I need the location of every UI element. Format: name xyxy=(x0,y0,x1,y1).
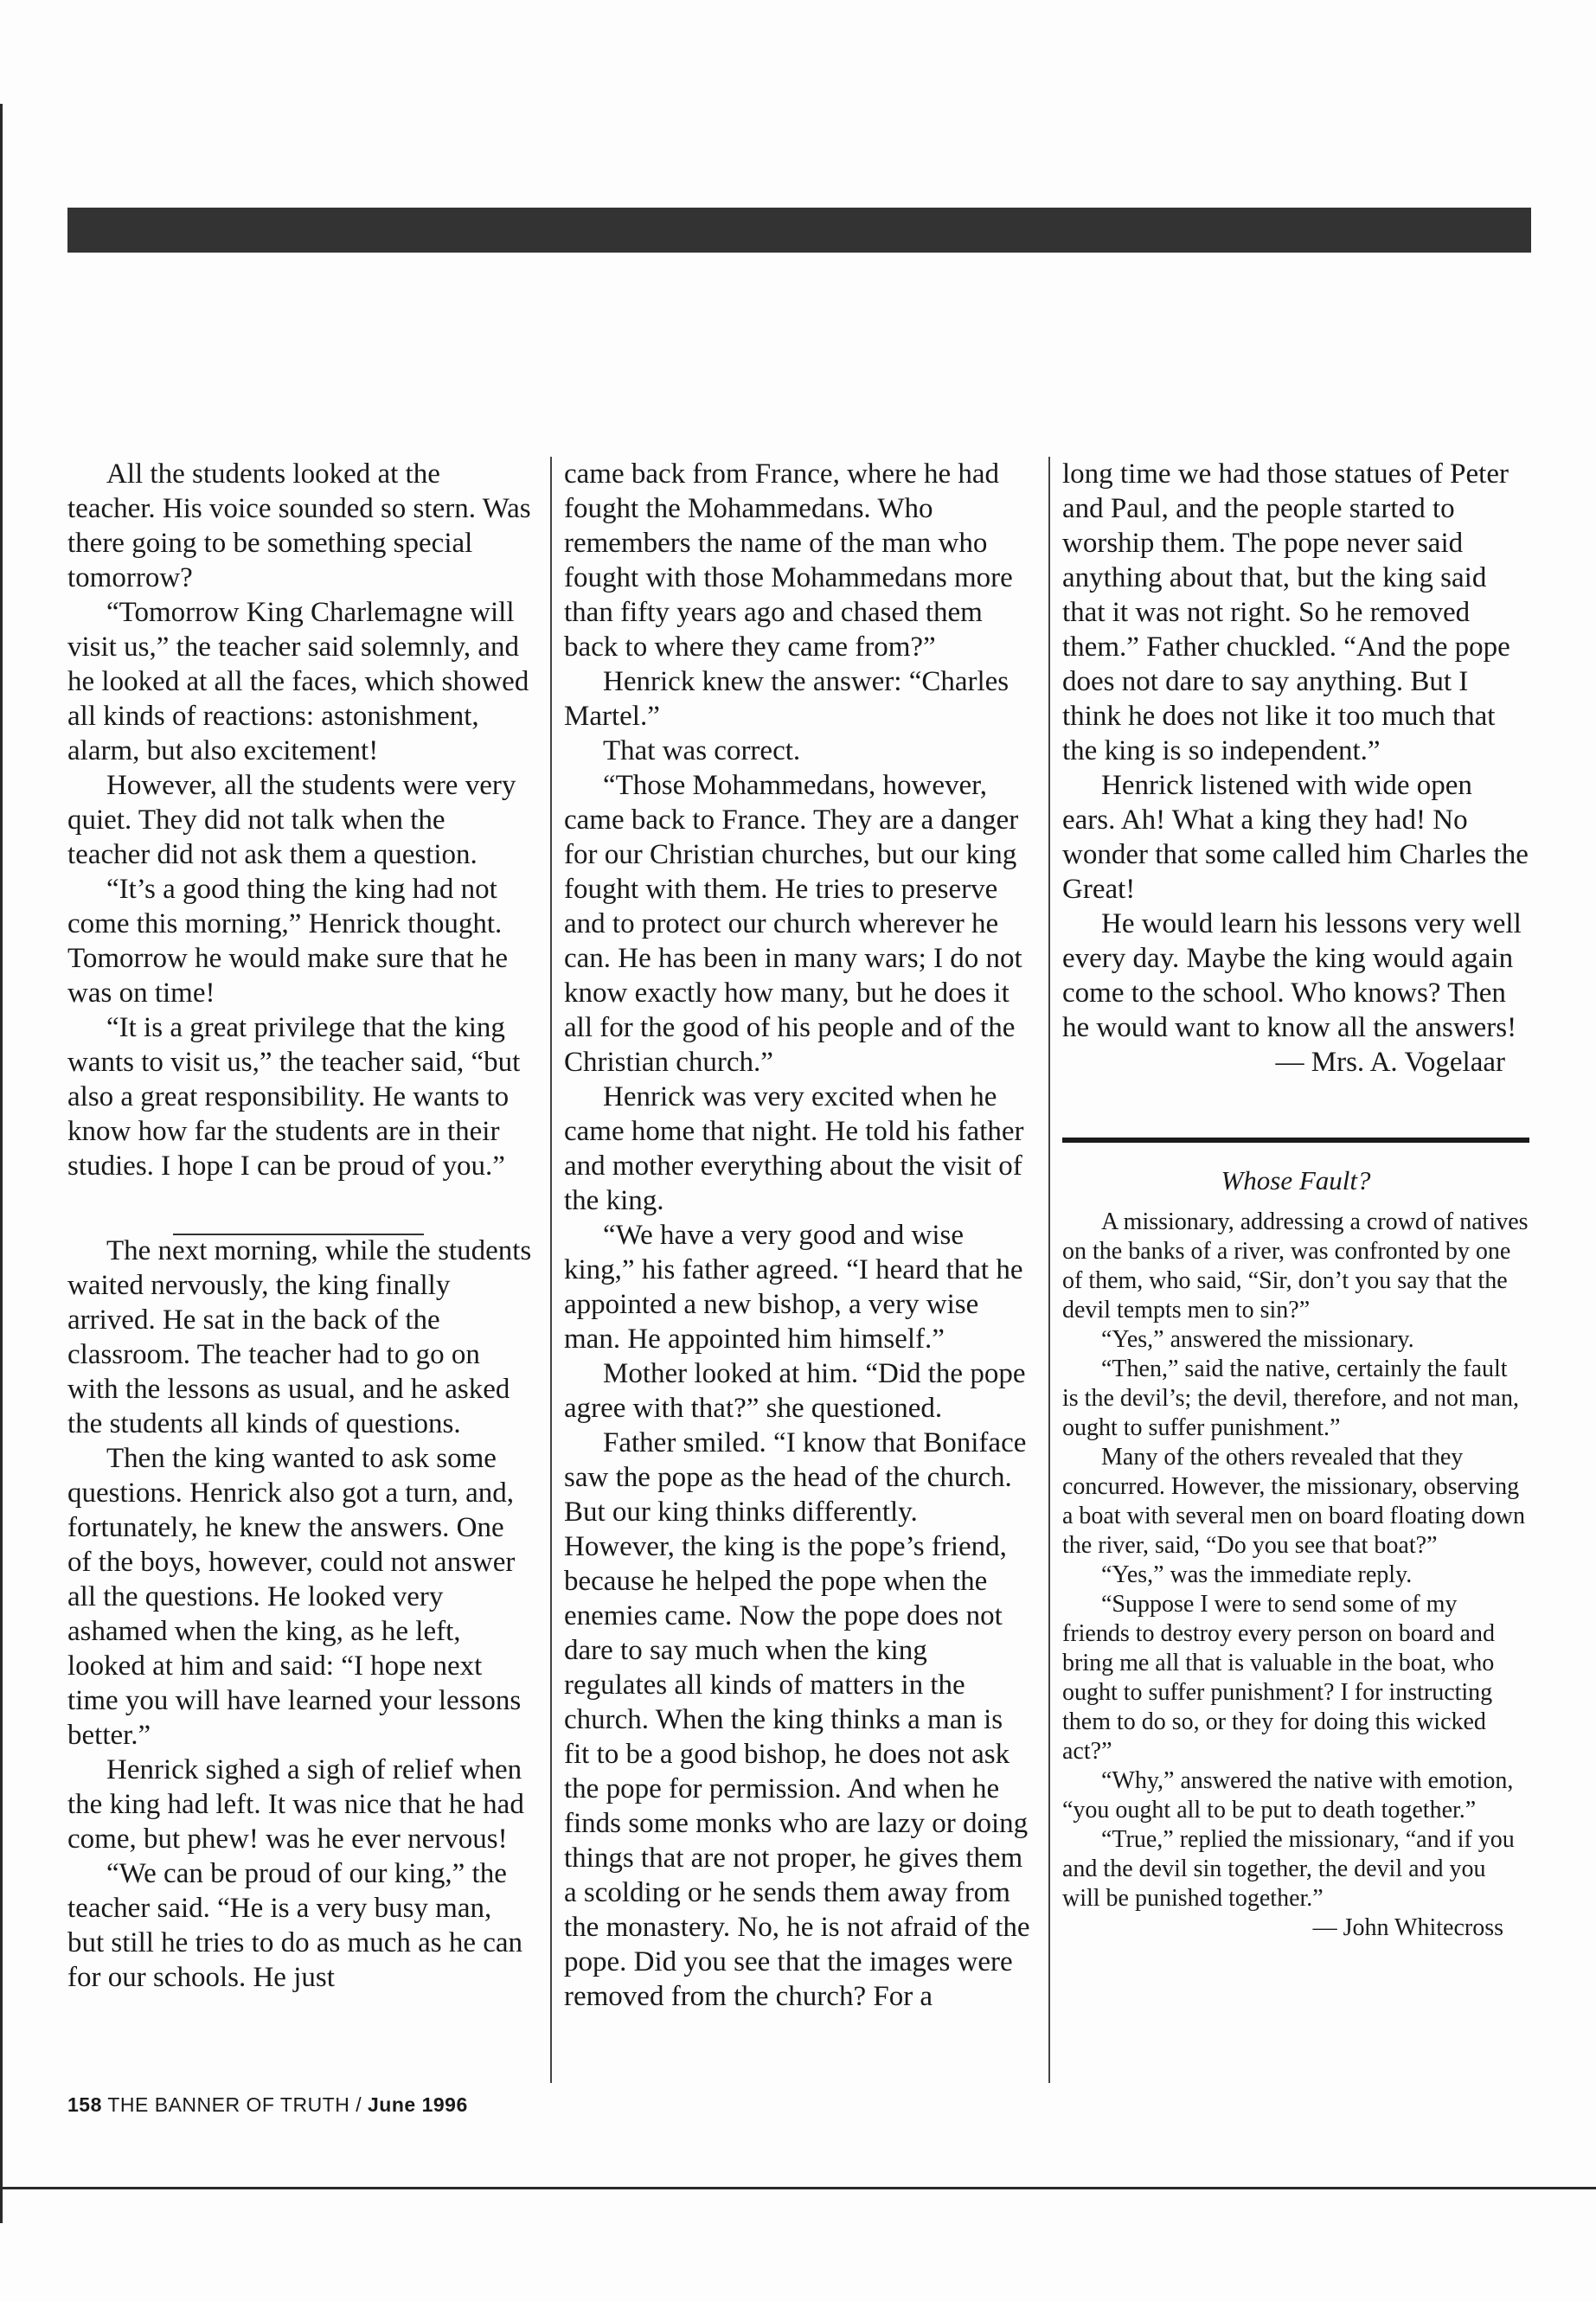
paragraph: “True,” replied the missionary, “and if you and the devil sin together, the devil and you will be punished together.” xyxy=(1062,1826,1515,1912)
sidebar-story xyxy=(1062,1166,1529,1943)
sidebar-title: Whose Fault? xyxy=(1221,1165,1371,1195)
column-divider xyxy=(550,457,552,2083)
paragraph: long time we had those statues of Peter and Paul, and the people started to worship them. The pope never said anything about that, but the king said that it was not right. So he removed them.” Father chuckled. “And the pope does not dare to say anything. But I think he does not like it too much that the king is so independent.” xyxy=(1062,458,1510,766)
publication-name: THE BANNER OF TRUTH / xyxy=(107,2093,362,2116)
paragraph: He would learn his lessons very well every day. Maybe the king would again come to the school. Who knows? Then he would want to know all the answers! xyxy=(1062,908,1522,1043)
scene-break-rule xyxy=(173,1234,424,1235)
paragraph: Mother looked at him. “Did the pope agree with that?” she questioned. xyxy=(564,1358,1026,1424)
paragraph: “Those Mohammedans, however, came back to France. They are a danger for our Christian churches, but our king fought with them. He tries to preserve and to protect our church wherever he can. He has been in many wars; I do not know exactly how many, but he does it all for the good of his people and of the Christian church.” xyxy=(564,770,1022,1078)
header-bar xyxy=(67,208,1531,253)
paragraph: Father smiled. “I know that Boniface saw the pope as the head of the church. But our king thinks differently. However, the king is the pope’s friend, because he helped the pope when the enemies came. Now the pope does not dare to say much when the king regulates all kinds of matters in the church. When the king thinks a man is fit to be a good bishop, he does not ask the pope for permission. And when he finds some monks who are lazy or doing things that are not proper, he gives them a scolding or he sends them away from the monastery. No, he is not afraid of the pope. Did you see that the images were removed from the church? For a xyxy=(564,1427,1030,2012)
paragraph: All the students looked at the teacher. His voice sounded so stern. Was there going to be something special tomorrow? xyxy=(67,458,531,593)
paragraph: “It is a great privilege that the king wants to visit us,” the teacher said, “but also a great responsibility. He wants to know how far the students are in their studies. I hope I can be proud of you.” xyxy=(67,1012,521,1182)
article-column-1 xyxy=(67,457,535,1995)
paragraph: came back from France, where he had fought the Mohammedans. Who remembers the name of the man who fought with those Mohammedans more than fifty years ago and chased them back to where they came from?” xyxy=(564,458,1013,663)
page-number: 158 xyxy=(67,2093,102,2116)
paragraph: Many of the others revealed that they concurred. However, the missionary, observing a boat with several men on board floating down the river, said, “Do you see that boat?” xyxy=(1062,1444,1525,1559)
paragraph: Henrick was very excited when he came home that night. He told his father and mother everything about the visit of the king. xyxy=(564,1081,1024,1216)
paragraph: A missionary, addressing a crowd of natives on the banks of a river, was confronted by one of them, who said, “Sir, don’t you say that the devil tempts men to sin?” xyxy=(1062,1208,1529,1324)
paragraph: Henrick listened with wide open ears. Ah! What a king they had! No wonder that some called him Charles the Great! xyxy=(1062,770,1529,905)
paragraph: “Then,” said the native, certainly the fault is the devil’s; the devil, therefore, and not man, ought to suffer punishment.” xyxy=(1062,1356,1519,1441)
paragraph: However, all the students were very quiet. They did not talk when the teacher did not ask them a question. xyxy=(67,770,516,870)
paragraph: “We can be proud of our king,” the teacher said. “He is a very busy man, but still he tries to do as much as he can for our schools. He just xyxy=(67,1858,523,1993)
article-column-2 xyxy=(564,457,1031,2014)
column-divider xyxy=(1048,457,1050,2083)
paragraph: “Yes,” was the immediate reply. xyxy=(1101,1561,1413,1588)
paragraph: “Why,” answered the native with emotion, “you ought all to be put to death together.” xyxy=(1062,1767,1514,1823)
paragraph: That was correct. xyxy=(603,735,801,766)
paragraph: Henrick knew the answer: “Charles Martel.” xyxy=(564,666,1010,732)
page-edge-left xyxy=(0,104,3,2223)
paragraph: “It’s a good thing the king had not come this morning,” Henrick thought. Tomorrow he would make sure that he was on time! xyxy=(67,874,509,1009)
paragraph: The next morning, while the students waited nervously, the king finally arrived. He sat in the back of the classroom. The teacher had to go on with the lessons as usual, and he asked the students all kinds of questions. xyxy=(67,1235,532,1439)
sidebar-signature: — John Whitecross xyxy=(1312,1914,1503,1941)
issue-date: June 1996 xyxy=(368,2093,468,2116)
paragraph: “Suppose I were to send some of my friends to destroy every person on board and bring me all that is valuable in the boat, who ought to suffer punishment? I for instructing them to do so, or they for doing this wicked act?” xyxy=(1062,1591,1495,1765)
author-signature: — Mrs. A. Vogelaar xyxy=(1275,1047,1505,1078)
paragraph: “We have a very good and wise king,” his father agreed. “I heard that he appointed a new bishop, a very wise man. He appointed him himself.” xyxy=(564,1220,1023,1355)
page-bottom-rule xyxy=(0,2187,1596,2189)
page-footer xyxy=(67,2093,468,2117)
paragraph: “Yes,” answered the missionary. xyxy=(1101,1326,1414,1353)
sidebar-top-rule xyxy=(1062,1138,1529,1143)
paragraph: Then the king wanted to ask some questions. Henrick also got a turn, and, fortunately, he knew the answers. One of the boys, however, could not answer all the questions. He looked very ashamed when the king, as he left, looked at him and said: “I hope next time you will have learned your lessons better.” xyxy=(67,1443,522,1751)
paragraph: Henrick sighed a sigh of relief when the king had left. It was nice that he had come, but phew! was he ever nervous! xyxy=(67,1754,524,1855)
article-column-3 xyxy=(1062,457,1529,1080)
paragraph: “Tomorrow King Charlemagne will visit us,” the teacher said solemnly, and he looked at all the faces, which showed all kinds of reactions: astonishment, alarm, but also excitement! xyxy=(67,597,529,766)
